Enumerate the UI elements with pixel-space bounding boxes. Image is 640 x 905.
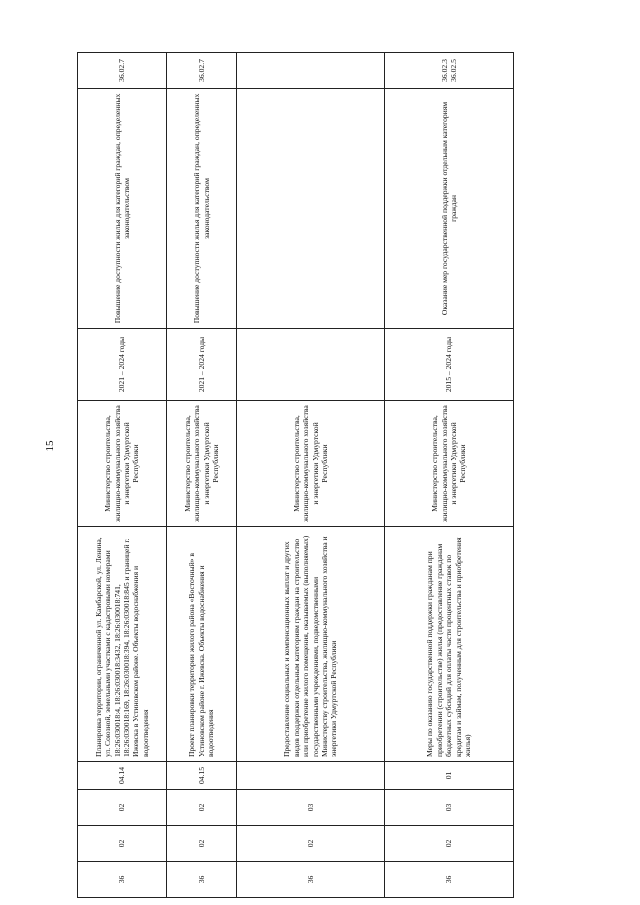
responsible-executor: Министерство строительства, жилищно-коммунального хозяйства и энергетики Удмуртской Республики — [167, 401, 237, 527]
code-main-activity: 02 — [78, 790, 167, 826]
execution-term — [237, 329, 385, 401]
indicator-codes — [167, 53, 237, 89]
indicator-codes — [78, 53, 167, 89]
execution-term: 2015 – 2024 годы — [385, 329, 514, 401]
code-gp: 36 — [167, 862, 237, 898]
code-main-activity: 03 — [237, 790, 385, 826]
responsible-executor: Министерство строительства, жилищно-коммунального хозяйства и энергетики Удмуртской Республики — [385, 401, 514, 527]
activity-name: Проект планировки территории жилого района «Восточный» в Устиновском районе г. Ижевска. Объекты водоснабжения и водоотведения — [167, 527, 237, 762]
execution-term: 2021 – 2024 годы — [167, 329, 237, 401]
table-row — [385, 53, 514, 898]
table-row — [167, 53, 237, 898]
activity-name: Меры по оказанию государственной поддержки гражданам при приобретении (строительстве) жилья (предоставление гражданам бюджетных субсидий для оплаты части процентных ставок по кредитам и займам, полученным для строительства и приобретения жилья) — [385, 527, 514, 762]
indicator-code: 36.02.7 — [117, 59, 127, 82]
code-subprogram: 02 — [167, 826, 237, 862]
program-table — [77, 52, 514, 898]
indicator-codes — [237, 53, 385, 89]
execution-term: 2021 – 2024 годы — [78, 329, 167, 401]
code-subprogram: 02 — [78, 826, 167, 862]
code-activity: 04.14 — [78, 762, 167, 790]
activity-name: Планировка территории, ограниченной ул. Камбарской, ул. Ленина, ул. Союзной, земельными участками с кадастровыми номерами 18:26:030018:4, 18:26:030018:3432, 18:26:030018:741, 18:26:030018:169, 18:26:030018:394, 18:26:030018:845 и границей г. Ижевска в Устиновском районе. Объекты водоснабжения и водоотведения — [78, 527, 167, 762]
indicator-codes — [385, 53, 514, 89]
indicator-code: 36.02.5 — [449, 59, 458, 82]
code-main-activity: 02 — [167, 790, 237, 826]
code-subprogram: 02 — [237, 826, 385, 862]
table-row — [237, 53, 385, 898]
code-gp: 36 — [237, 862, 385, 898]
expected-result: Оказание мер государственной поддержки отдельным категориям граждан — [385, 89, 514, 329]
rotated-table-wrapper — [77, 53, 513, 898]
code-activity: 01 — [385, 762, 514, 790]
responsible-executor: Министерство строительства, жилищно-коммунального хозяйства и энергетики Удмуртской Республики — [78, 401, 167, 527]
code-activity — [237, 762, 385, 790]
code-main-activity: 03 — [385, 790, 514, 826]
expected-result: Повышение доступности жилья для категорий граждан, определенных законодательством — [78, 89, 167, 329]
indicator-code: 36.02.3 — [439, 59, 449, 82]
code-gp: 36 — [385, 862, 514, 898]
expected-result — [237, 89, 385, 329]
table-row — [78, 53, 167, 898]
code-gp: 36 — [78, 862, 167, 898]
page-number: 15 — [44, 440, 56, 452]
responsible-executor: Министерство строительства, жилищно-коммунального хозяйства и энергетики Удмуртской Республики — [237, 401, 385, 527]
code-subprogram: 02 — [385, 826, 514, 862]
code-activity: 04.15 — [167, 762, 237, 790]
activity-name: Предоставление социальных и компенсационных выплат и других видов поддержки отдельным категориям граждан на строительство или приобретение жилого помещения, оказываемых (выполняемых) государственными учреждениями, подведомственными Министерству строительства, жилищно-коммунального хозяйства и энергетики Удмуртской Республики — [237, 527, 385, 762]
indicator-code: 36.02.7 — [196, 59, 206, 82]
expected-result: Повышение доступности жилья для категорий граждан, определенных законодательством — [167, 89, 237, 329]
